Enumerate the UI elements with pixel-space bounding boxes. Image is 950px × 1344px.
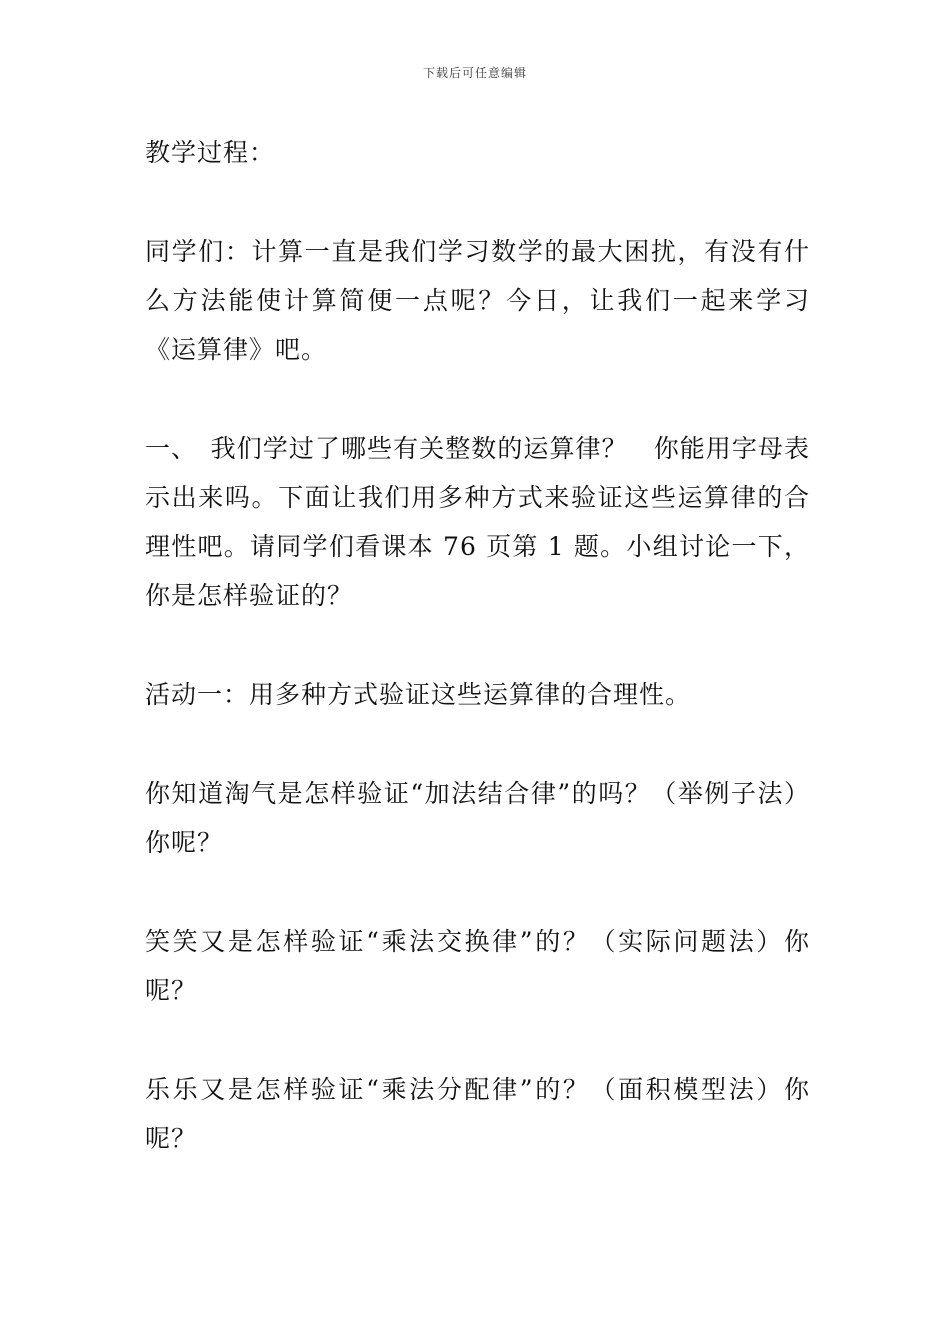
spacer [145, 374, 810, 424]
question-xiaoxiao: 笑笑又是怎样验证“乘法交换律”的？（实际问题法）你呢？ [145, 927, 810, 1005]
spacer [145, 719, 810, 769]
spacer [145, 620, 810, 670]
spacer [145, 1015, 810, 1065]
page-header-note: 下载后可任意编辑 [422, 66, 527, 80]
section-one-paragraph: 一、 我们学过了哪些有关整数的运算律？ 你能用字母表示出来吗。下面让我们用多种方式来验证这些运算律的合理性吧。请同学们看课本 76 页第 1 题。小组讨论一下，你是怎样验证的？ [145, 434, 810, 610]
intro-paragraph: 同学们：计算一直是我们学习数学的最大困扰，有没有什么方法能使计算简便一点呢？今日，让我们一起来学习《运算律》吧。 [145, 237, 810, 364]
activity-one-paragraph: 活动一：用多种方式验证这些运算律的合理性。 [145, 680, 692, 709]
section-heading: 教学过程： [145, 138, 276, 167]
spacer [145, 867, 810, 917]
spacer [145, 177, 810, 227]
question-lele: 乐乐又是怎样验证“乘法分配律”的？（面积模型法）你呢？ [145, 1075, 810, 1153]
document-body [145, 128, 810, 1163]
question-taoqi: 你知道淘气是怎样验证“加法结合律”的吗？（举例子法）你呢？ [145, 779, 810, 857]
